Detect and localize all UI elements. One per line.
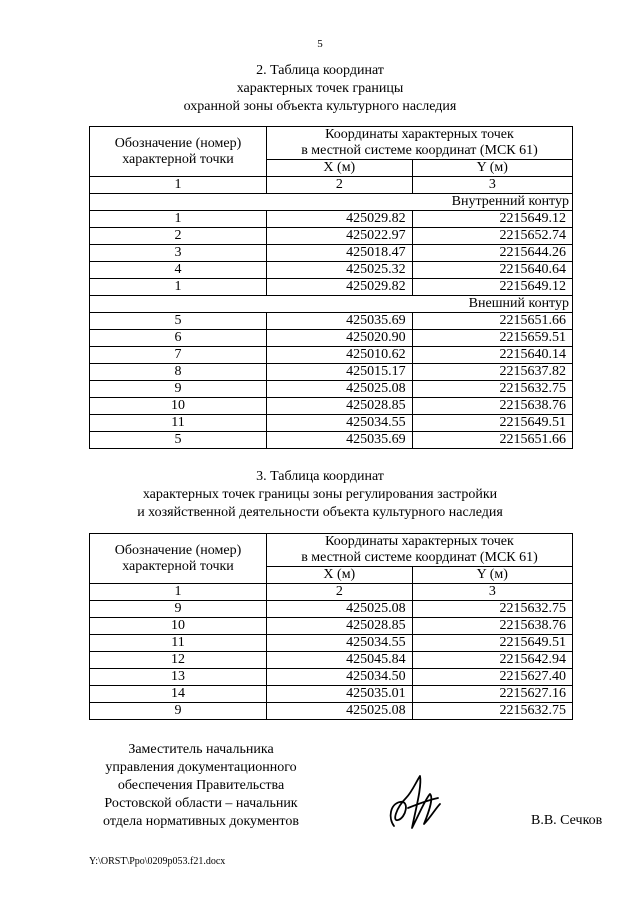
caption-line: 3. Таблица координат [256,469,384,484]
y-coordinate: 2215659.51 [412,330,572,347]
table-row [90,703,573,720]
caption-line: характерных точек границы [236,81,404,96]
column-number: 3 [412,584,572,601]
point-designation-header [90,534,267,584]
point-number: 11 [90,635,267,652]
point-number: 12 [90,652,267,669]
caption-line: характерных точек границы зоны регулирования застройки [142,487,498,502]
x-coordinate: 425028.85 [267,398,413,415]
x-coordinate: 425035.69 [267,432,413,449]
handwritten-signature [380,768,450,838]
table-row [90,669,573,686]
column-number: 1 [90,584,267,601]
header-line: Координаты характерных точек [325,534,514,549]
point-number: 9 [90,381,267,398]
x-coordinate: 425025.08 [267,703,413,720]
x-column-header: X (м) [267,567,413,584]
point-number: 9 [90,703,267,720]
signature-title-block [90,741,312,831]
contour-section-row [90,296,573,313]
x-coordinate: 425010.62 [267,347,413,364]
point-number: 9 [90,601,267,618]
point-number: 10 [90,398,267,415]
y-coordinate: 2215632.75 [412,703,572,720]
table-row [90,415,573,432]
header-line: в местной системе координат (МСК 61) [301,143,538,158]
y-coordinate: 2215651.66 [412,313,572,330]
header-line: характерной точки [122,558,234,574]
y-coordinate: 2215644.26 [412,245,572,262]
table3-caption [0,468,640,522]
table-row [90,618,573,635]
x-coordinate: 425035.69 [267,313,413,330]
x-coordinate: 425020.90 [267,330,413,347]
table-row [90,635,573,652]
signer-title-line: обеспечения Правительства [117,778,285,793]
column-number-row [90,584,573,601]
column-number: 2 [267,177,413,194]
table-row [90,245,573,262]
column-number-row [90,177,573,194]
header-line: в местной системе координат (МСК 61) [301,550,538,565]
table-row [90,279,573,296]
y-column-header: Y (м) [412,567,572,584]
table-row [90,432,573,449]
point-number: 13 [90,669,267,686]
x-coordinate: 425025.08 [267,601,413,618]
table-row [90,262,573,279]
y-coordinate: 2215649.12 [412,279,572,296]
y-coordinate: 2215649.51 [412,415,572,432]
x-column-header: X (м) [267,160,413,177]
coordinates-header [267,127,573,160]
y-coordinate: 2215651.66 [412,432,572,449]
y-coordinate: 2215649.12 [412,211,572,228]
point-number: 6 [90,330,267,347]
point-number: 2 [90,228,267,245]
point-number: 11 [90,415,267,432]
signer-title-line: управления документационного [105,760,297,775]
y-coordinate: 2215640.64 [412,262,572,279]
coordinates-table-2 [89,126,573,449]
x-coordinate: 425025.32 [267,262,413,279]
x-coordinate: 425028.85 [267,618,413,635]
x-coordinate: 425018.47 [267,245,413,262]
table-row [90,347,573,364]
header-line: Обозначение (номер) [114,135,242,151]
y-coordinate: 2215627.16 [412,686,572,703]
contour-section-title: Внешний контур [90,296,573,313]
y-coordinate: 2215638.76 [412,398,572,415]
contour-section-title: Внутренний контур [90,194,573,211]
x-coordinate: 425015.17 [267,364,413,381]
signer-title-line: Заместитель начальника [128,742,274,757]
coordinates-header [267,534,573,567]
table-row [90,686,573,703]
coordinates-table-3 [89,533,573,720]
x-coordinate: 425045.84 [267,652,413,669]
y-coordinate: 2215642.94 [412,652,572,669]
y-coordinate: 2215632.75 [412,381,572,398]
table-header-row [90,127,573,160]
x-coordinate: 425025.08 [267,381,413,398]
y-coordinate: 2215627.40 [412,669,572,686]
signer-title-line: Ростовской области – начальник [104,796,298,811]
y-coordinate: 2215638.76 [412,618,572,635]
point-number: 4 [90,262,267,279]
point-number: 1 [90,211,267,228]
table-row [90,330,573,347]
y-coordinate: 2215640.14 [412,347,572,364]
page-number: 5 [317,38,323,50]
x-coordinate: 425029.82 [267,279,413,296]
point-number: 14 [90,686,267,703]
x-coordinate: 425034.55 [267,635,413,652]
y-column-header: Y (м) [412,160,572,177]
point-number: 5 [90,313,267,330]
table-row [90,398,573,415]
point-number: 1 [90,279,267,296]
column-number: 3 [412,177,572,194]
y-coordinate: 2215649.51 [412,635,572,652]
table-row [90,381,573,398]
table2-caption [0,62,640,116]
table-row [90,601,573,618]
caption-line: охранной зоны объекта культурного наследия [183,99,457,114]
table-row [90,313,573,330]
header-line: Координаты характерных точек [325,127,514,142]
caption-line: 2. Таблица координат [256,63,384,78]
y-coordinate: 2215637.82 [412,364,572,381]
table-row [90,652,573,669]
header-line: Обозначение (номер) [114,542,242,558]
point-designation-header [90,127,267,177]
y-coordinate: 2215652.74 [412,228,572,245]
point-number: 3 [90,245,267,262]
document-file-path: Y:\ORST\Ppo\0209p053.f21.docx [89,856,226,867]
signer-title-line: отдела нормативных документов [103,814,299,829]
point-number: 5 [90,432,267,449]
table-row [90,211,573,228]
x-coordinate: 425034.50 [267,669,413,686]
point-number: 7 [90,347,267,364]
table-row [90,364,573,381]
x-coordinate: 425022.97 [267,228,413,245]
table-header-row [90,534,573,567]
x-coordinate: 425034.55 [267,415,413,432]
y-coordinate: 2215632.75 [412,601,572,618]
signer-name: В.В. Сечков [531,813,603,828]
point-number: 10 [90,618,267,635]
point-number: 8 [90,364,267,381]
x-coordinate: 425035.01 [267,686,413,703]
table-row [90,228,573,245]
caption-line: и хозяйственной деятельности объекта культурного наследия [137,505,503,520]
column-number: 2 [267,584,413,601]
column-number: 1 [90,177,267,194]
x-coordinate: 425029.82 [267,211,413,228]
contour-section-row [90,194,573,211]
header-line: характерной точки [122,151,234,167]
